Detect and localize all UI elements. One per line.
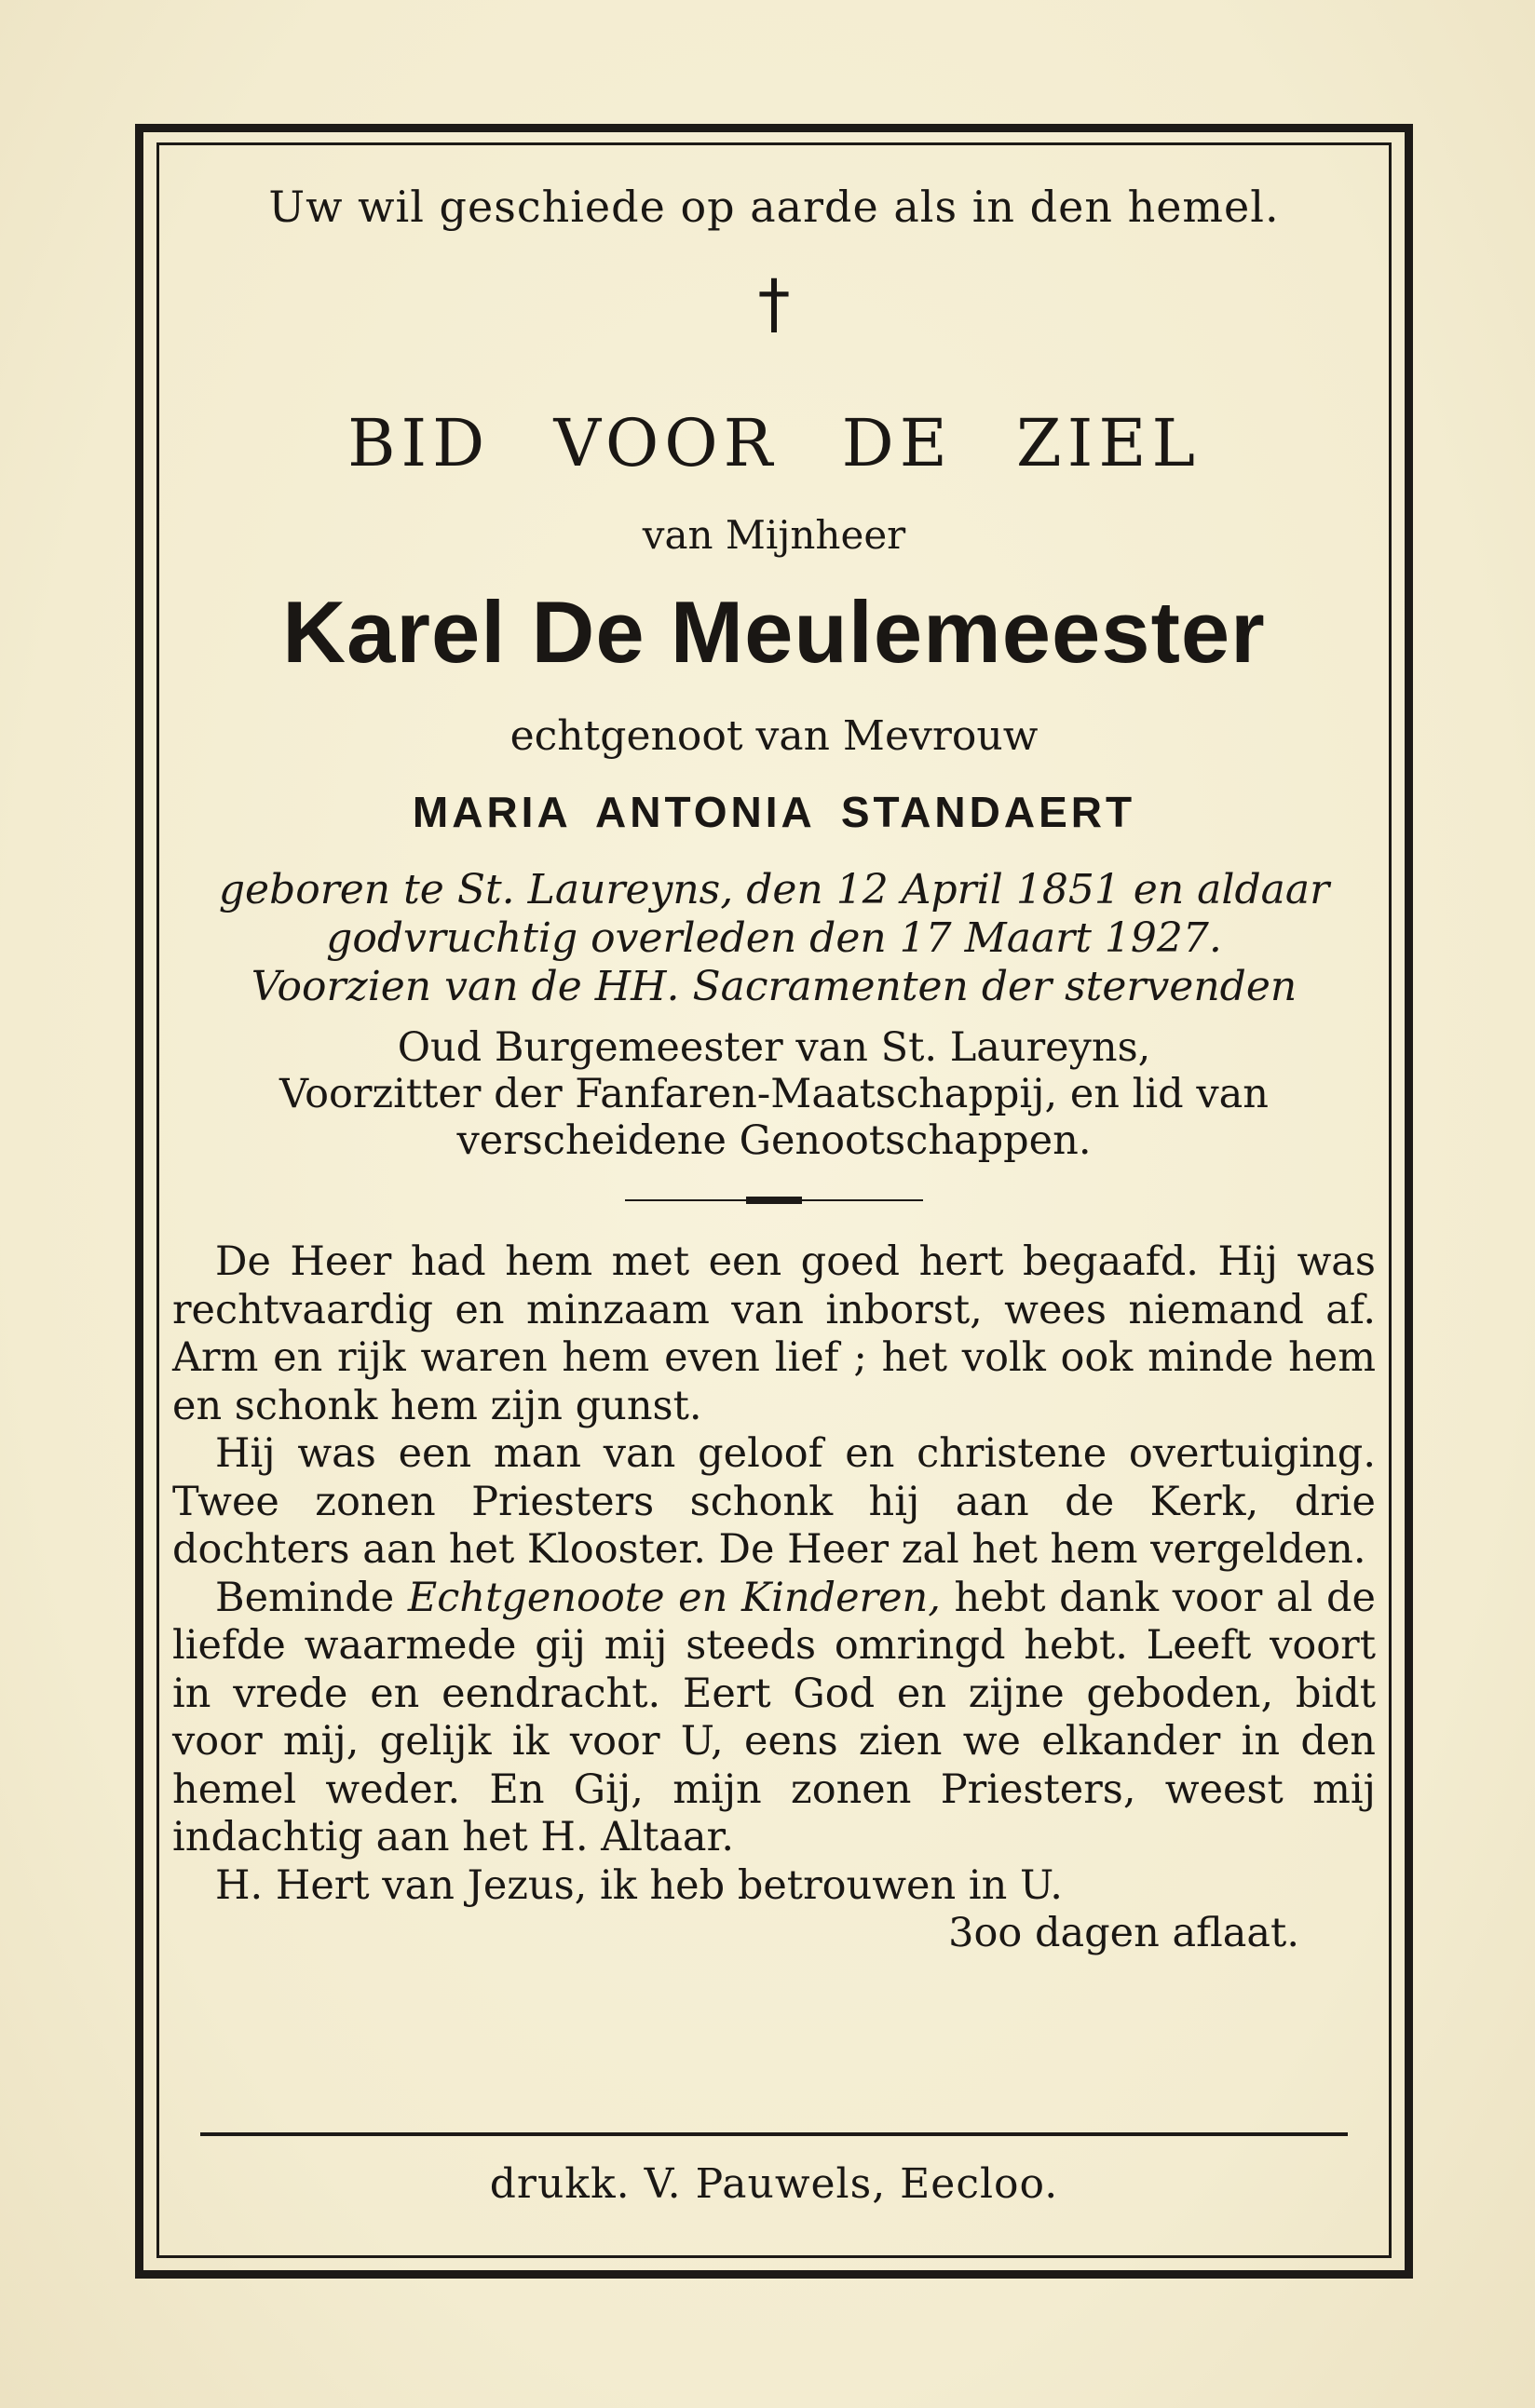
spouse-prefix: echtgenoot van Mevrouw <box>509 712 1039 760</box>
born-line-3: Voorzien van de HH. Sacramenten der stervenden <box>251 963 1297 1010</box>
paragraph-3-emphasis: Echtgenoote en Kinderen, <box>407 1574 941 1621</box>
spouse-name: MARIA ANTONIA STANDAERT <box>412 788 1136 836</box>
van-mijnheer: van Mijnheer <box>642 512 906 558</box>
indulgence: 3oo dagen aflaat. <box>948 1910 1299 1956</box>
prayer: H. Hert van Jezus, ik heb betrouwen in U. <box>215 1861 1063 1909</box>
cross-icon: † <box>757 265 791 342</box>
bottom-rule <box>200 2132 1348 2136</box>
title-line-2: Voorzitter der Fanfaren-Maatschappij, en lid van <box>279 1071 1269 1117</box>
paragraph-2: Hij was een man van geloof en christene overtuiging. Twee zonen Priesters schonk hij aan de Kerk, drie dochters aan het Klooster. De Heer zal het hem vergelden. <box>172 1430 1376 1573</box>
born-line-2: godvruchtig overleden den 17 Maart 1927. <box>326 914 1222 962</box>
paragraph-3-start: Beminde <box>215 1574 408 1621</box>
section-divider <box>625 1198 923 1202</box>
body-text <box>172 1238 1376 1958</box>
printer-credit: drukk. V. Pauwels, Eecloo. <box>489 2160 1059 2208</box>
born-line-1: geboren te St. Laureyns, den 12 April 1851 en aldaar <box>218 866 1330 913</box>
heading: BID VOOR DE ZIEL <box>347 405 1201 481</box>
deceased-name: Karel De Meulemeester <box>282 583 1266 681</box>
paragraph-3-rest: hebt dank voor al de liefde waarmede gij mij steeds omringd hebt. Leeft voort in vrede en eendracht. Eert God en zijne geboden, bidt voor mij, gelijk ik voor U, eens zien we elkander in den hemel weder. En Gij, mijn zonen Priesters, weest mij indachtig aan het H. Altaar. <box>172 1574 1376 1860</box>
motto: Uw wil geschiede op aarde als in den hemel. <box>268 182 1280 232</box>
title-line-1: Oud Burgemeester van St. Laureyns, <box>397 1024 1151 1071</box>
title-line-3: verscheidene Genootschappen. <box>456 1117 1092 1164</box>
paragraph-3 <box>172 1575 1376 1862</box>
paragraph-1: De Heer had hem met een goed hert begaafd. Hij was rechtvaardig en minzaam van inborst, wees niemand af. Arm en rijk waren hem even lief ; het volk ook minde hem en schonk hem zijn gunst. <box>172 1238 1376 1429</box>
